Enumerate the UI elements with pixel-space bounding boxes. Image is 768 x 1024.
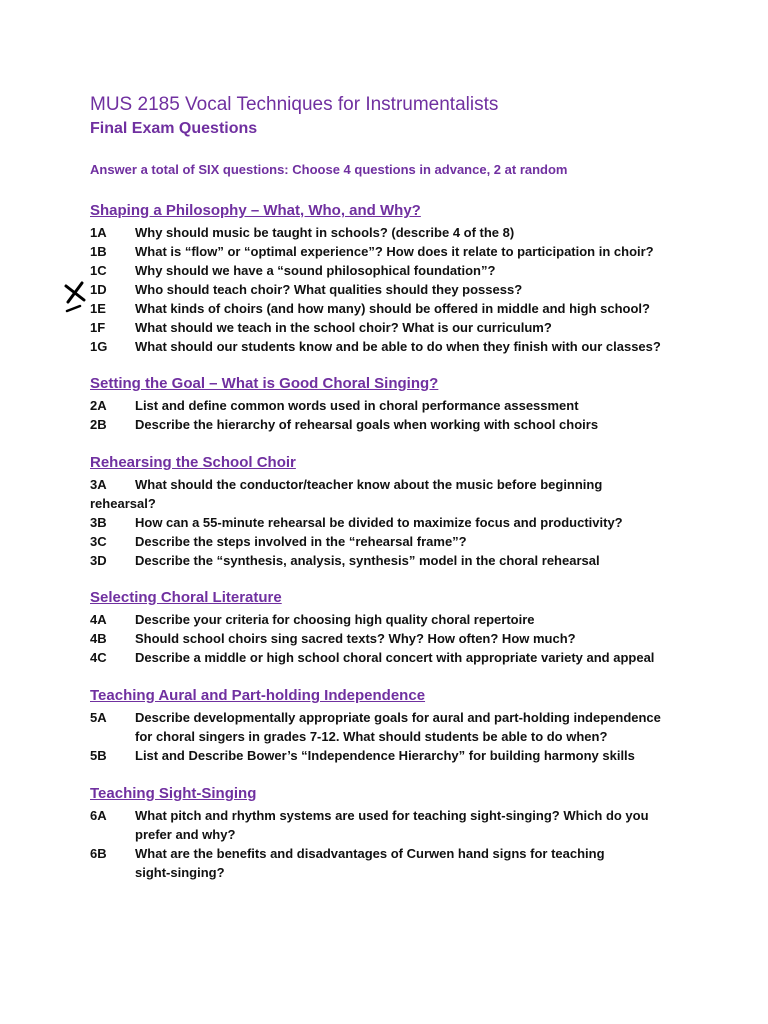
question-text-wrap	[90, 475, 690, 513]
question-number: 4C	[90, 650, 107, 665]
question-text-wrap	[90, 708, 690, 746]
question-text-continued: prefer and why?	[135, 827, 236, 842]
question-number: 6A	[90, 808, 107, 823]
section-sight-singing	[90, 784, 690, 882]
question-text: Describe the hierarchy of rehearsal goals when working with school choirs	[135, 417, 599, 432]
question-text: How can a 55-minute rehearsal be divided to maximize focus and productivity?	[135, 515, 623, 530]
question-text: What should the conductor/teacher know about the music before beginning	[135, 477, 603, 492]
question-text: Describe the “synthesis, analysis, synthesis” model in the choral rehearsal	[135, 553, 600, 568]
question-text-continued: rehearsal?	[90, 496, 156, 511]
question-item	[90, 746, 690, 765]
section-heading: Setting the Goal – What is Good Choral Singing?	[90, 375, 439, 392]
question-text: What should our students know and be able to do when they finish with our classes?	[135, 339, 661, 354]
question-text-continued: for choral singers in grades 7-12. What should students be able to do when?	[135, 729, 608, 744]
question-item	[90, 648, 690, 667]
question-number: 1F	[90, 320, 106, 335]
question-number: 3C	[90, 534, 107, 549]
question-number: 4A	[90, 612, 107, 627]
question-text-continued: sight-singing?	[135, 865, 225, 880]
question-number: 6B	[90, 846, 107, 861]
question-text: List and Describe Bower’s “Independence Hierarchy” for building harmony skills	[135, 748, 635, 763]
section-heading: Rehearsing the School Choir	[90, 454, 296, 471]
question-text: Should school choirs sing sacred texts? Why? How often? How much?	[135, 631, 576, 646]
question-text: What should we teach in the school choir? What is our curriculum?	[135, 320, 552, 335]
page-title: MUS 2185 Vocal Techniques for Instrumentalists	[90, 94, 499, 115]
question-text: Describe your criteria for choosing high quality choral repertoire	[135, 612, 535, 627]
question-number: 1D	[90, 282, 107, 297]
handwritten-x-mark-icon	[60, 280, 90, 314]
section-literature	[90, 588, 690, 667]
question-number: 5A	[90, 710, 107, 725]
section-philosophy	[90, 201, 690, 356]
section-heading: Selecting Choral Literature	[90, 589, 282, 606]
question-item	[90, 610, 690, 629]
section-rehearsing	[90, 453, 690, 570]
question-number: 2A	[90, 398, 107, 413]
question-item	[90, 415, 690, 434]
question-text: Describe a middle or high school choral concert with appropriate variety and appeal	[135, 650, 655, 665]
question-number: 3A	[90, 477, 107, 492]
question-item	[90, 513, 690, 532]
question-number: 1G	[90, 339, 108, 354]
question-item	[90, 844, 690, 882]
question-text: Why should music be taught in schools? (describe 4 of the 8)	[135, 225, 515, 240]
section-heading: Teaching Aural and Part-holding Independence	[90, 687, 426, 704]
question-item	[90, 223, 690, 242]
question-item	[90, 532, 690, 551]
question-number: 5B	[90, 748, 107, 763]
question-text: Describe developmentally appropriate goals for aural and part-holding independence	[135, 710, 661, 725]
question-item	[90, 396, 690, 415]
question-number: 3B	[90, 515, 107, 530]
question-text: What is “flow” or “optimal experience”? How does it relate to participation in choir?	[135, 244, 654, 259]
question-item	[90, 318, 690, 337]
question-number: 1E	[90, 301, 106, 316]
section-goal	[90, 374, 690, 434]
question-text: What pitch and rhythm systems are used for teaching sight-singing? Which do you	[135, 808, 649, 823]
question-text: What are the benefits and disadvantages of Curwen hand signs for teaching	[135, 846, 605, 861]
question-text: Who should teach choir? What qualities should they possess?	[135, 282, 523, 297]
question-text-wrap	[90, 844, 690, 882]
question-number: 1A	[90, 225, 107, 240]
question-item	[90, 280, 690, 299]
section-aural	[90, 686, 690, 765]
question-number: 1B	[90, 244, 107, 259]
question-item	[90, 551, 690, 570]
question-item	[90, 337, 690, 356]
question-text: Why should we have a “sound philosophical foundation”?	[135, 263, 496, 278]
question-number: 1C	[90, 263, 107, 278]
question-text: List and define common words used in choral performance assessment	[135, 398, 579, 413]
question-text: What kinds of choirs (and how many) should be offered in middle and high school?	[135, 301, 650, 316]
question-item	[90, 806, 690, 844]
question-item	[90, 629, 690, 648]
question-item	[90, 299, 690, 318]
question-item	[90, 261, 690, 280]
question-number: 4B	[90, 631, 107, 646]
question-item	[90, 475, 690, 513]
page-subtitle: Final Exam Questions	[90, 120, 258, 137]
section-heading: Teaching Sight-Singing	[90, 785, 257, 802]
question-text: Describe the steps involved in the “rehearsal frame”?	[135, 534, 467, 549]
question-item	[90, 242, 690, 261]
question-number: 2B	[90, 417, 107, 432]
question-text-wrap	[90, 806, 690, 844]
section-heading: Shaping a Philosophy – What, Who, and Why?	[90, 202, 421, 219]
question-number: 3D	[90, 553, 107, 568]
instructions-text: Answer a total of SIX questions: Choose 4 questions in advance, 2 at random	[90, 162, 568, 177]
question-item	[90, 708, 690, 746]
